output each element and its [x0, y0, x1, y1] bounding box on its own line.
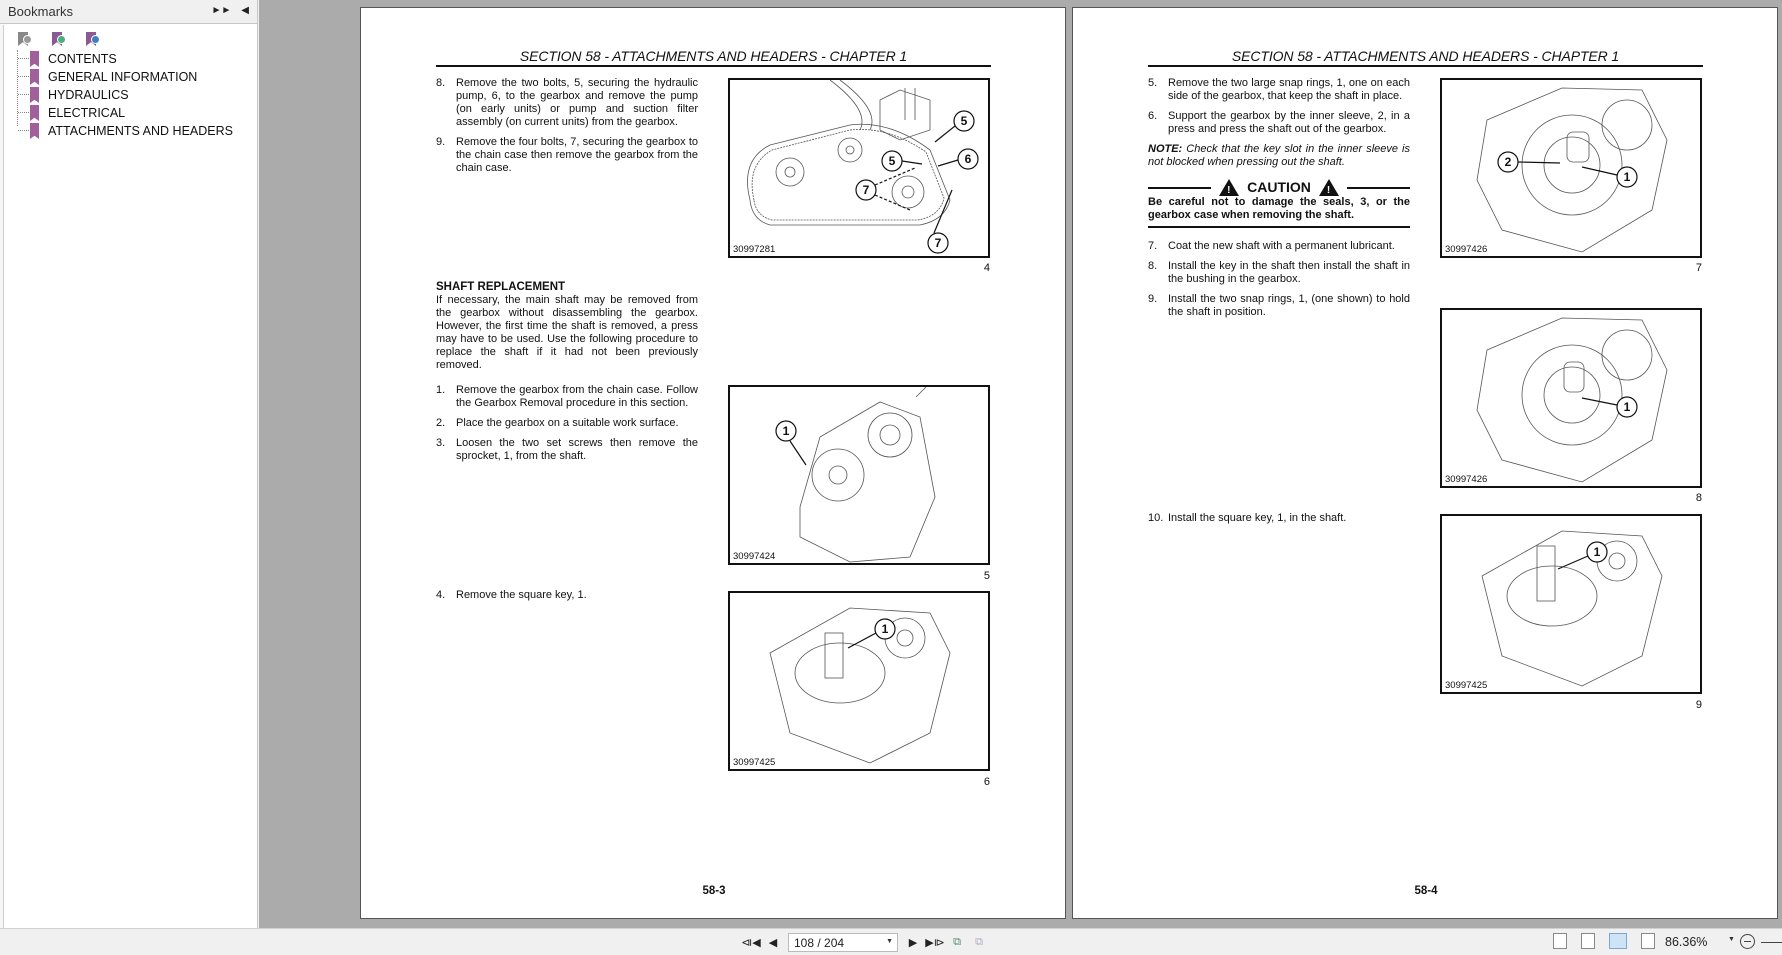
facing-view-icon[interactable]: [1609, 933, 1627, 949]
panel-edge: [0, 25, 4, 928]
svg-text:7: 7: [934, 236, 942, 250]
svg-text:7: 7: [862, 183, 870, 197]
page-header: SECTION 58 - ATTACHMENTS AND HEADERS - CHAPTER 1: [436, 48, 991, 67]
bookmark-icon: [30, 123, 39, 139]
view-mode-buttons: [1553, 933, 1655, 949]
chevron-down-icon[interactable]: ▼: [886, 938, 893, 945]
step-item: [1148, 512, 1410, 525]
step-text: Install the key in the shaft then install the shaft in the bushing in the gearbox.: [1168, 260, 1410, 285]
square-key-drawing: [730, 593, 990, 771]
figure-chain-case: [728, 78, 990, 258]
svg-text:5: 5: [888, 154, 896, 168]
single-page-view-icon[interactable]: [1553, 933, 1567, 949]
bookmark-label: ELECTRICAL: [48, 106, 126, 120]
next-view-icon[interactable]: ⧉: [975, 936, 983, 948]
step-item: [436, 437, 698, 463]
step-number: 7.: [1148, 240, 1158, 252]
zoom-level[interactable]: 86.36%: [1665, 935, 1708, 949]
note: [1148, 143, 1410, 169]
step-item: [436, 589, 698, 602]
figure-snap-ring-installed: [1440, 308, 1702, 488]
step-text: Support the gearbox by the inner sleeve, 2, in a press and press the shaft out of the gearbox.: [1168, 110, 1410, 135]
caution-label: CAUTION: [1247, 179, 1311, 195]
bookmarks-panel: [0, 0, 258, 928]
step-number: 10.: [1148, 512, 1164, 524]
page-58-4: [1072, 7, 1778, 919]
divider: [1148, 187, 1211, 189]
step-item: [1148, 293, 1410, 319]
figure-id: 30997426: [1445, 474, 1488, 485]
step-number: 2.: [436, 417, 446, 429]
divider: [1347, 187, 1410, 189]
goto-bookmark-icon[interactable]: [84, 30, 100, 48]
snap-ring-installed-drawing: [1442, 310, 1702, 488]
step-item: [436, 417, 698, 430]
snap-rings-drawing: [1442, 80, 1702, 258]
page-footer: 58-4: [1414, 885, 1438, 897]
figure-number: 5: [983, 570, 990, 582]
bookmark-icon: [30, 51, 39, 67]
figure-number: 8: [1695, 492, 1702, 504]
figure-number: 7: [1695, 262, 1702, 274]
bookmark-contents[interactable]: [16, 50, 257, 68]
svg-text:1: 1: [881, 622, 889, 636]
install-key-drawing: [1442, 516, 1702, 694]
bookmarks-toolbar: [0, 24, 257, 48]
page-indicator: 108 / 204: [794, 935, 845, 950]
figure-square-key: [728, 591, 990, 771]
step-text: Install the square key, 1, in the shaft.: [1168, 512, 1347, 524]
page-navigation: [741, 933, 986, 952]
bookmarks-header: [0, 0, 257, 24]
step-number: 3.: [436, 437, 446, 449]
step-text: Remove the gearbox from the chain case. Follow the Gearbox Removal procedure in this section.: [456, 384, 698, 409]
page-footer: 58-3: [702, 885, 726, 897]
figure-number: 4: [983, 262, 990, 274]
figure-gearbox-sprocket: [728, 385, 990, 565]
figure-number: 9: [1695, 699, 1702, 711]
svg-text:5: 5: [960, 114, 968, 128]
note-text: Check that the key slot in the inner sleeve is not blocked when pressing out the shaft.: [1148, 143, 1410, 168]
zoom-dropdown-icon[interactable]: ▼: [1728, 936, 1735, 943]
step-number: 9.: [1148, 293, 1158, 305]
note-label: NOTE:: [1148, 143, 1183, 155]
svg-text:6: 6: [964, 152, 972, 166]
zoom-out-button[interactable]: [1740, 934, 1755, 949]
steps-bottom: [436, 589, 698, 609]
collapse-panel-icon[interactable]: ◀: [241, 5, 249, 16]
bookmark-hydraulics[interactable]: [16, 86, 257, 104]
zoom-slider[interactable]: [1761, 942, 1782, 943]
step-item: [1148, 240, 1410, 253]
svg-text:1: 1: [1593, 545, 1601, 559]
caution-text: Be careful not to damage the seals, 3, or the gearbox case when removing the shaft.: [1148, 196, 1410, 228]
step-text: Remove the two large snap rings, 1, one on each side of the gearbox, that keep the shaft in place.: [1168, 77, 1410, 102]
figure-id: 30997425: [1445, 680, 1488, 691]
delete-bookmark-icon[interactable]: [16, 30, 32, 48]
figure-id: 30997425: [733, 757, 776, 768]
bookmarks-title: Bookmarks: [8, 4, 74, 19]
section-intro: If necessary, the main shaft may be removed from the gearbox without disassembling the gearbox. However, the first time the shaft is removed, a press may have to be used. Use the following procedure to replace the shaft if it had not been previously removed.: [436, 294, 698, 371]
svg-text:1: 1: [782, 424, 790, 438]
page-58-3: [360, 7, 1066, 919]
first-page-button[interactable]: ⧏◀: [741, 937, 761, 949]
bookmark-icon: [30, 69, 39, 85]
svg-text:1: 1: [1623, 170, 1631, 184]
warning-icon: !: [1219, 179, 1239, 196]
step-number: 8.: [436, 77, 446, 89]
step-item: [1148, 77, 1410, 103]
steps-top: [1148, 77, 1410, 326]
section-title: SHAFT REPLACEMENT: [436, 281, 566, 293]
svg-text:2: 2: [1504, 155, 1512, 169]
options-icon[interactable]: ►►: [211, 5, 232, 16]
bookmark-icon: [30, 105, 39, 121]
figure-number: 6: [983, 776, 990, 788]
step-number: 6.: [1148, 110, 1158, 122]
figure-install-key: [1440, 514, 1702, 694]
continuous-facing-view-icon[interactable]: [1641, 933, 1655, 949]
bookmark-general-information[interactable]: [16, 68, 257, 86]
step-number: 8.: [1148, 260, 1158, 272]
chain-case-drawing: [730, 80, 990, 258]
steps-bottom: [1148, 512, 1410, 532]
step-text: Place the gearbox on a suitable work surface.: [456, 417, 679, 429]
step-text: Remove the four bolts, 7, securing the gearbox to the chain case then remove the gearbox from the chain case.: [456, 136, 698, 174]
step-item: [436, 77, 698, 129]
step-number: 1.: [436, 384, 446, 396]
step-number: 4.: [436, 589, 446, 601]
bookmark-attachments-and-headers[interactable]: [16, 122, 257, 140]
bottom-toolbar: [0, 928, 1782, 955]
previous-page-button[interactable]: ◀: [768, 937, 778, 949]
next-page-button[interactable]: ▶: [908, 937, 918, 949]
steps-mid: [436, 384, 698, 470]
step-number: 9.: [436, 136, 446, 148]
step-text: Loosen the two set screws then remove the sprocket, 1, from the shaft.: [456, 437, 698, 462]
step-item: [1148, 110, 1410, 136]
page-header: SECTION 58 - ATTACHMENTS AND HEADERS - CHAPTER 1: [1148, 48, 1703, 67]
document-viewer[interactable]: [259, 0, 1782, 928]
bookmark-label: CONTENTS: [48, 52, 117, 66]
step-item: [1148, 260, 1410, 286]
figure-id: 30997281: [733, 244, 776, 255]
last-page-button[interactable]: ▶⧐: [925, 937, 945, 949]
bookmark-electrical[interactable]: [16, 104, 257, 122]
caution-box: [1148, 179, 1410, 228]
bookmark-icon: [30, 87, 39, 103]
page-number-input[interactable]: [788, 933, 898, 952]
gearbox-sprocket-drawing: [730, 387, 990, 565]
add-bookmark-icon[interactable]: [50, 30, 66, 48]
bookmark-tree: [0, 50, 257, 140]
continuous-view-icon[interactable]: [1581, 933, 1595, 949]
steps-top: [436, 77, 698, 182]
svg-text:1: 1: [1623, 400, 1631, 414]
step-text: Coat the new shaft with a permanent lubricant.: [1168, 240, 1395, 252]
step-text: Remove the square key, 1.: [456, 589, 587, 601]
bookmark-label: HYDRAULICS: [48, 88, 129, 102]
step-item: [436, 384, 698, 410]
previous-view-icon[interactable]: ⧉: [953, 936, 961, 948]
step-number: 5.: [1148, 77, 1158, 89]
step-item: [436, 136, 698, 175]
figure-snap-rings: [1440, 78, 1702, 258]
figure-id: 30997424: [733, 551, 776, 562]
bookmark-label: ATTACHMENTS AND HEADERS: [48, 124, 233, 138]
bookmark-label: GENERAL INFORMATION: [48, 70, 198, 84]
shaft-replacement-section: [436, 281, 698, 372]
figure-id: 30997426: [1445, 244, 1488, 255]
step-text: Remove the two bolts, 5, securing the hydraulic pump, 6, to the gearbox and remove the pump (on early units) or pump and suction filter assembly (on current units) from the gearbox.: [456, 77, 698, 128]
step-text: Install the two snap rings, 1, (one shown) to hold the shaft in position.: [1168, 293, 1410, 318]
warning-icon: !: [1319, 179, 1339, 196]
